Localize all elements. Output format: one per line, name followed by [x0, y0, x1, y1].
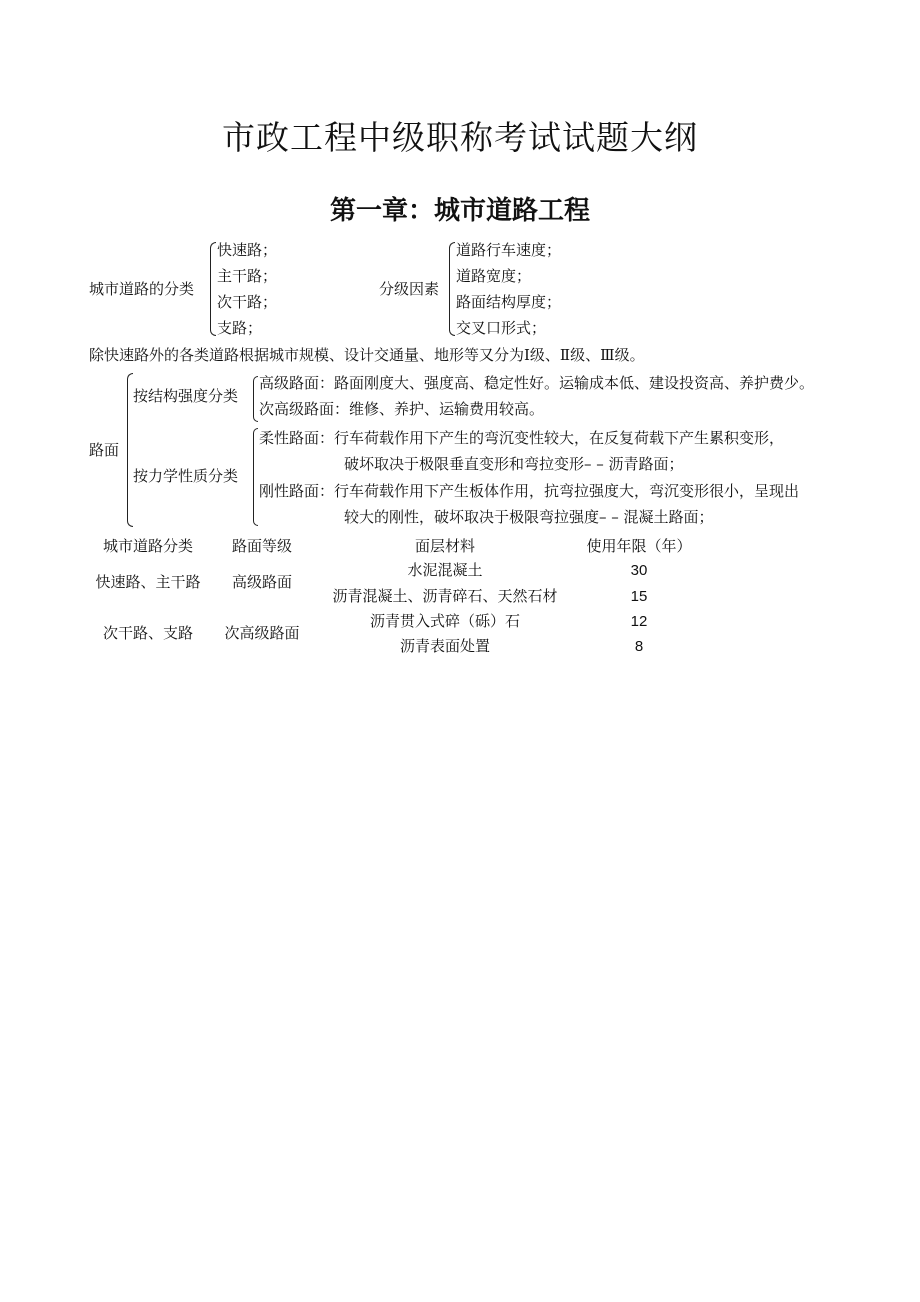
table-header: 城市道路分类 [102, 537, 193, 555]
pavement-label: 路面 [89, 441, 120, 459]
classification-item: 支路； [217, 319, 263, 337]
rigid-pavement-text: 刚性路面：行车荷载作用下产生板体作用，抗弯拉强度大，弯沉变形很小，呈现出 [259, 482, 800, 500]
classification-item: 主干路； [217, 267, 278, 285]
table-years: 8 [634, 638, 644, 655]
table-pavement-grade: 高级路面 [231, 573, 292, 591]
table-years: 30 [630, 562, 648, 579]
grading-factors-brace [449, 242, 455, 336]
grading-factor-item: 道路宽度； [456, 267, 532, 285]
table-material: 水泥混凝土 [407, 561, 483, 579]
classification-label: 城市道路的分类 [89, 280, 195, 298]
high-grade-pavement-text: 高级路面：路面刚度大、强度高、稳定性好。运输成本低、建设投资高、养护费少。 [259, 374, 815, 392]
grading-factors-label: 分级因素 [379, 280, 440, 298]
grading-factor-item: 交叉口形式； [456, 319, 547, 337]
classification-brace [210, 242, 216, 336]
grading-factor-item: 道路行车速度； [456, 241, 562, 259]
table-material: 沥青表面处置 [399, 637, 490, 655]
sub-high-grade-pavement-text: 次高级路面：维修、养护、运输费用较高。 [259, 400, 545, 418]
table-years: 15 [630, 588, 648, 605]
table-header: 使用年限（年） [586, 537, 692, 555]
strength-classification-label: 按结构强度分类 [133, 387, 239, 405]
classification-item: 快速路； [217, 241, 278, 259]
table-material: 沥青混凝土、沥青碎石、天然石材 [332, 587, 558, 605]
flexible-pavement-text: 柔性路面：行车荷载作用下产生的弯沉变性较大，在反复荷载下产生累积变形， [259, 429, 785, 447]
table-road-class: 快速路、主干路 [95, 573, 201, 591]
table-header: 面层材料 [414, 537, 475, 555]
table-pavement-grade: 次高级路面 [224, 624, 300, 642]
flexible-pavement-text-cont: 破坏取决于极限垂直变形和弯拉变形– – 沥青路面； [344, 455, 684, 473]
document-title: 市政工程中级职称考试试题大纲 [222, 118, 698, 157]
mechanics-brace [253, 428, 258, 526]
mechanics-classification-label: 按力学性质分类 [133, 467, 239, 485]
table-road-class: 次干路、支路 [102, 624, 193, 642]
chapter-heading: 第一章：城市道路工程 [329, 196, 590, 226]
table-header: 路面等级 [231, 537, 292, 555]
table-material: 沥青贯入式碎（砾）石 [369, 612, 520, 630]
grading-factor-item: 路面结构厚度； [456, 293, 562, 311]
rigid-pavement-text-cont: 较大的刚性，破坏取决于极限弯拉强度– – 混凝土路面； [344, 508, 714, 526]
table-years: 12 [630, 613, 648, 630]
classification-item: 次干路； [217, 293, 278, 311]
strength-brace [253, 376, 258, 422]
grading-note: 除快速路外的各类道路根据城市规模、设计交通量、地形等又分为Ⅰ级、Ⅱ级、Ⅲ级。 [89, 346, 645, 364]
